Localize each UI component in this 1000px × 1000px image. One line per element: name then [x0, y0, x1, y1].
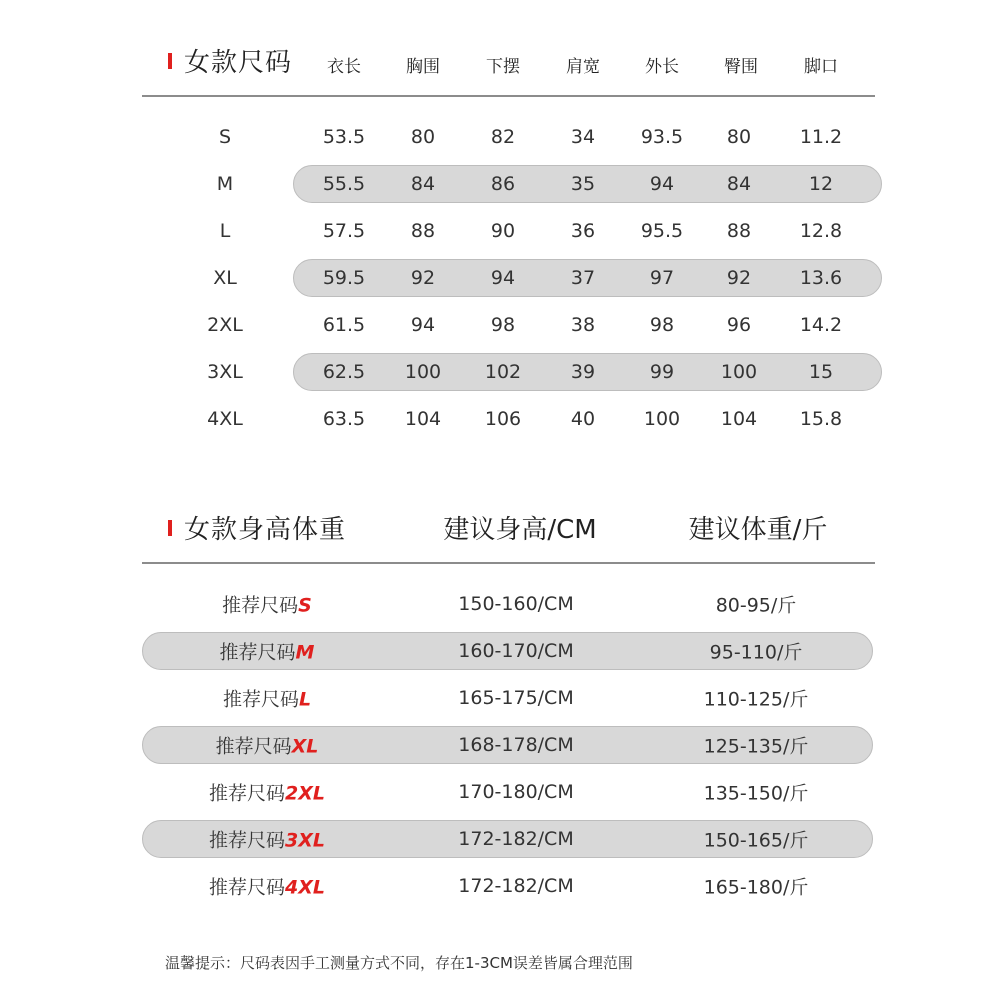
- suggested-weight: 95-110/斤: [709, 641, 803, 664]
- size-value-cell: 100: [720, 361, 758, 383]
- recommended-size-prefix: 推荐尺码: [222, 688, 299, 711]
- recommended-size-value: 2XL: [285, 782, 325, 805]
- col-head-length: 衣长: [327, 57, 361, 77]
- size-value-cell: 38: [570, 314, 596, 336]
- size-value-cell: 104: [404, 408, 442, 430]
- size-value-cell: 102: [484, 361, 522, 383]
- size-value-cell: 92: [410, 267, 436, 289]
- size-value-cell: 40: [570, 408, 596, 430]
- col-head-height: 建议身高/CM: [443, 515, 597, 545]
- size-value-cell: 59.5: [322, 267, 366, 289]
- size-value-cell: 37: [570, 267, 596, 289]
- size-value-cell: 12.8: [799, 220, 843, 242]
- col-head-hip: 臀围: [724, 57, 758, 77]
- size-value-cell: 88: [410, 220, 436, 242]
- size-value-cell: 95.5: [640, 220, 684, 242]
- size-value-cell: 94: [649, 173, 675, 195]
- size-chart-marker: [168, 53, 172, 69]
- size-chart-divider: [142, 95, 875, 97]
- recommended-size-value: XL: [291, 735, 319, 758]
- size-label: M: [216, 173, 234, 195]
- recommended-size-value: L: [298, 688, 312, 711]
- recommended-size: [216, 732, 319, 759]
- suggested-weight: 150-165/斤: [703, 829, 809, 852]
- size-value-cell: 35: [570, 173, 596, 195]
- recommended-size-prefix: 推荐尺码: [215, 735, 292, 758]
- size-value-cell: 63.5: [322, 408, 366, 430]
- recommended-size-value: M: [295, 641, 315, 664]
- suggested-height: 172-182/CM: [458, 828, 574, 850]
- size-label: XL: [213, 267, 237, 289]
- suggested-weight: 135-150/斤: [703, 782, 809, 805]
- suggested-height: 172-182/CM: [458, 875, 574, 897]
- size-value-cell: 100: [643, 408, 681, 430]
- size-value-cell: 86: [490, 173, 516, 195]
- size-value-cell: 39: [570, 361, 596, 383]
- height-weight-marker: [168, 520, 172, 536]
- height-weight-title: 女款身高体重: [184, 515, 347, 545]
- recommended-size-value: 3XL: [285, 829, 325, 852]
- size-value-cell: 36: [570, 220, 596, 242]
- measurement-tip: 温馨提示：尺码表因手工测量方式不同，存在1-3CM误差皆属合理范围: [165, 954, 633, 972]
- col-head-outer-length: 外长: [645, 57, 679, 77]
- size-value-cell: 94: [490, 267, 516, 289]
- size-label: S: [218, 126, 232, 148]
- size-value-cell: 84: [726, 173, 752, 195]
- suggested-height: 160-170/CM: [458, 640, 574, 662]
- recommended-size: [223, 685, 311, 712]
- size-value-cell: 15.8: [799, 408, 843, 430]
- suggested-height: 150-160/CM: [458, 593, 574, 615]
- size-label: 4XL: [207, 408, 243, 430]
- size-value-cell: 84: [410, 173, 436, 195]
- recommended-size-prefix: 推荐尺码: [222, 594, 299, 617]
- suggested-height: 165-175/CM: [458, 687, 574, 709]
- suggested-height: 170-180/CM: [458, 781, 574, 803]
- recommended-size-prefix: 推荐尺码: [209, 829, 286, 852]
- recommended-size-prefix: 推荐尺码: [209, 876, 286, 899]
- size-value-cell: 93.5: [640, 126, 684, 148]
- size-value-cell: 53.5: [322, 126, 366, 148]
- size-value-cell: 92: [726, 267, 752, 289]
- size-value-cell: 11.2: [799, 126, 843, 148]
- col-head-weight: 建议体重/斤: [688, 515, 828, 545]
- size-value-cell: 82: [490, 126, 516, 148]
- size-value-cell: 97: [649, 267, 675, 289]
- suggested-weight: 125-135/斤: [703, 735, 809, 758]
- size-value-cell: 34: [570, 126, 596, 148]
- size-label: 2XL: [207, 314, 243, 336]
- size-value-cell: 80: [410, 126, 436, 148]
- size-value-cell: 100: [404, 361, 442, 383]
- recommended-size-value: S: [298, 594, 312, 617]
- suggested-height: 168-178/CM: [458, 734, 574, 756]
- recommended-size-prefix: 推荐尺码: [209, 782, 286, 805]
- col-head-cuff: 脚口: [804, 57, 838, 77]
- recommended-size: [209, 826, 325, 853]
- size-value-cell: 98: [490, 314, 516, 336]
- size-value-cell: 104: [720, 408, 758, 430]
- recommended-size: [209, 873, 325, 900]
- size-value-cell: 99: [649, 361, 675, 383]
- size-value-cell: 57.5: [322, 220, 366, 242]
- size-value-cell: 98: [649, 314, 675, 336]
- suggested-weight: 165-180/斤: [703, 876, 809, 899]
- size-value-cell: 13.6: [799, 267, 843, 289]
- size-value-cell: 94: [410, 314, 436, 336]
- size-value-cell: 62.5: [322, 361, 366, 383]
- size-value-cell: 15: [808, 361, 834, 383]
- size-value-cell: 55.5: [322, 173, 366, 195]
- height-weight-divider: [142, 562, 875, 564]
- size-label: L: [219, 220, 231, 242]
- suggested-weight: 110-125/斤: [703, 688, 809, 711]
- recommended-size-prefix: 推荐尺码: [219, 641, 296, 664]
- col-head-shoulder: 肩宽: [566, 57, 600, 77]
- size-value-cell: 14.2: [799, 314, 843, 336]
- size-value-cell: 80: [726, 126, 752, 148]
- size-value-cell: 88: [726, 220, 752, 242]
- size-value-cell: 12: [808, 173, 834, 195]
- recommended-size: [209, 779, 325, 806]
- col-head-chest: 胸围: [406, 57, 440, 77]
- suggested-weight: 80-95/斤: [715, 594, 797, 617]
- recommended-size: [220, 638, 315, 665]
- col-head-hem: 下摆: [486, 57, 520, 77]
- size-value-cell: 61.5: [322, 314, 366, 336]
- size-label: 3XL: [207, 361, 243, 383]
- size-value-cell: 96: [726, 314, 752, 336]
- size-chart-title: 女款尺码: [184, 48, 293, 78]
- recommended-size: [222, 591, 312, 618]
- size-value-cell: 106: [484, 408, 522, 430]
- size-value-cell: 90: [490, 220, 516, 242]
- recommended-size-value: 4XL: [285, 876, 325, 899]
